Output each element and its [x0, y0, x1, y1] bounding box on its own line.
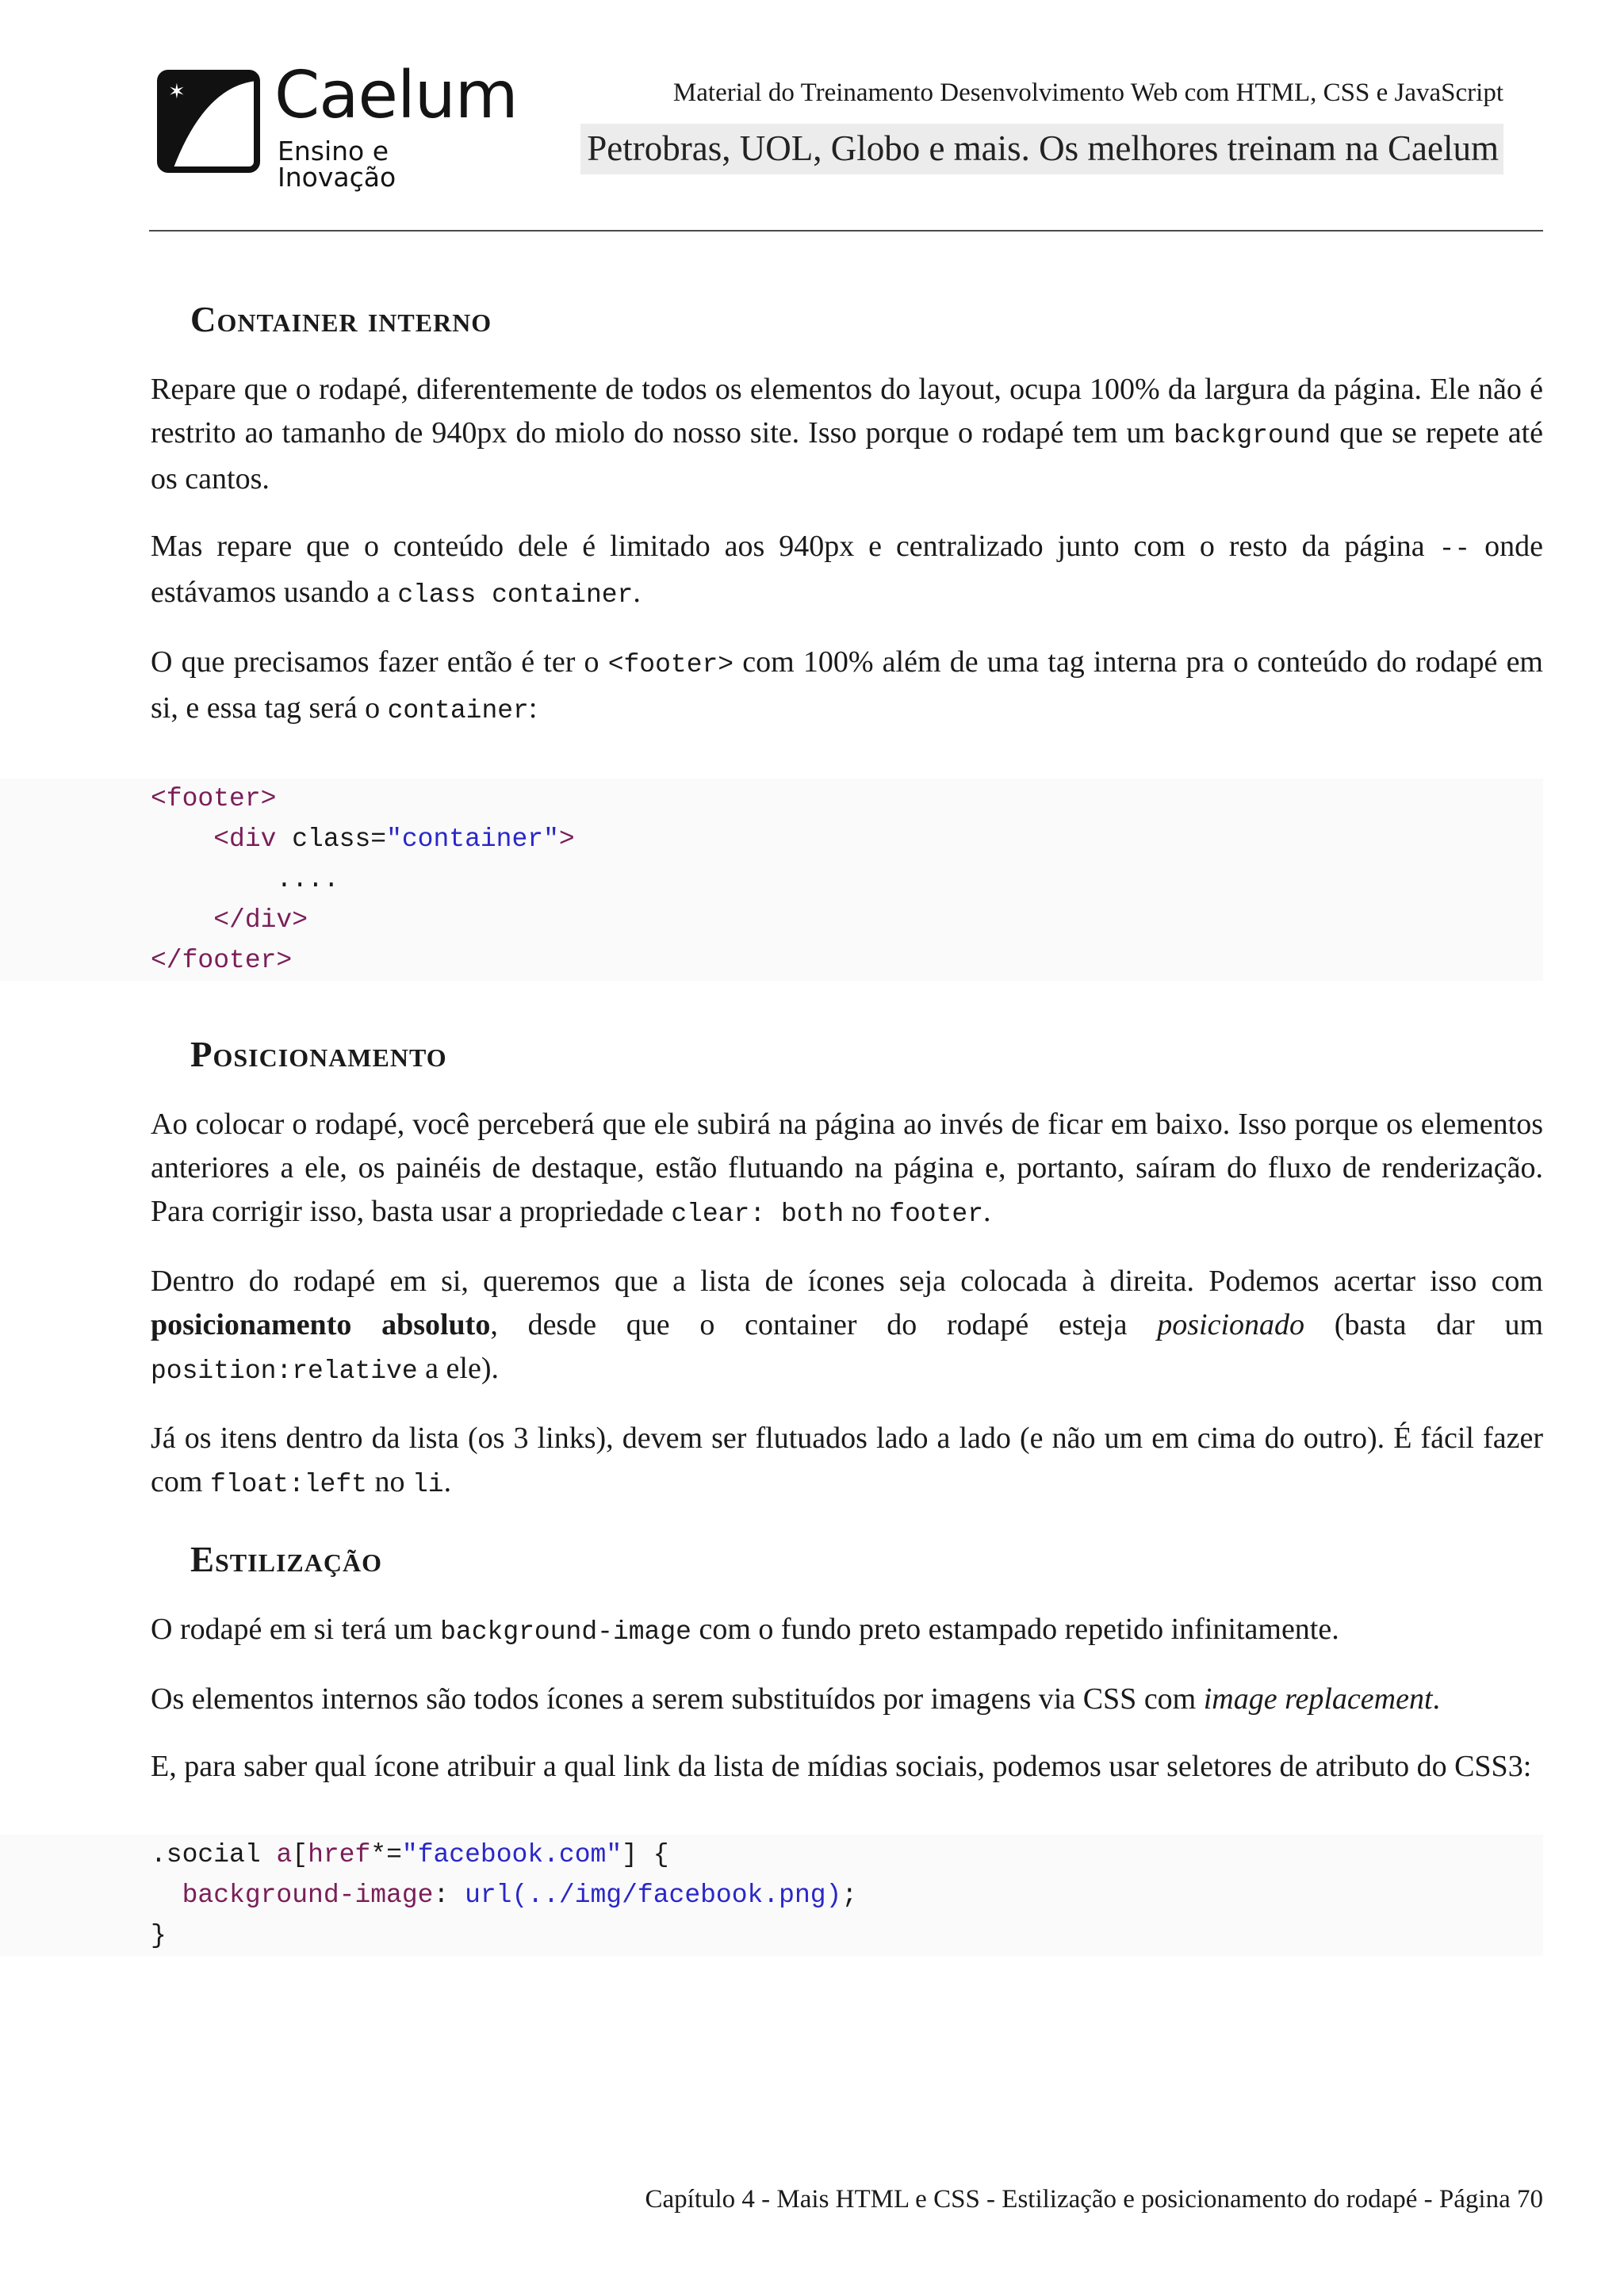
section-title-posicionamento: Posicionamento	[190, 1035, 447, 1074]
course-title: Material do Treinamento Desenvolvimento Web com HTML, CSS e JavaScript	[672, 78, 1503, 107]
paragraph: Mas repare que o conteúdo dele é limitado aos 940px e centralizado junto com o resto da página -- onde estávamos usando a class container.	[151, 530, 1543, 610]
logo-tagline: Ensino e Inovação	[278, 136, 396, 193]
paragraph: Ao colocar o rodapé, você perceberá que ele subirá na página ao invés de ficar em baixo. Isso porque os elementos anteriores a ele, os painéis de destaque, estão flutuando na página e, portanto, saíram do fluxo de renderização. Para corrigir isso, basta usar a propriedade clear: both no footer.	[151, 1108, 1543, 1229]
paragraph: Os elementos internos são todos ícones a serem substituídos por imagens via CSS com image replacement.	[151, 1682, 1441, 1716]
caelum-logo-icon	[157, 70, 260, 173]
logo-name: Caelum	[274, 58, 518, 133]
paragraph: Repare que o rodapé, diferentemente de todos os elementos do layout, ocupa 100% da largura da página. Ele não é restrito ao tamanho de 940px do miolo do nosso site. Isso porque o rodapé tem um background que se repete até os cantos.	[151, 373, 1543, 496]
header-divider	[149, 230, 1543, 232]
caelum-logo	[157, 58, 518, 193]
paragraph: O rodapé em si terá um background-image com o fundo preto estampado repetido infinitamente.	[151, 1613, 1339, 1647]
section-title-estilizacao: Estilização	[190, 1540, 382, 1579]
code-block-footer-html: <footer> <div class="container"> .... </div> </footer>	[0, 779, 1543, 981]
paragraph: Dentro do rodapé em si, queremos que a lista de ícones seja colocada à direita. Podemos acertar isso com posicionamento absoluto, desde que o container do rodapé esteja posicionado (basta dar um position:relative a ele).	[151, 1265, 1543, 1386]
paragraph: O que precisamos fazer então é ter o <footer> com 100% além de uma tag interna pra o conteúdo do rodapé em si, e essa tag será o container:	[151, 645, 1543, 725]
header-banner: Petrobras, UOL, Globo e mais. Os melhores treinam na Caelum	[580, 124, 1503, 174]
page-footer: Capítulo 4 - Mais HTML e CSS - Estilização e posicionamento do rodapé - Página 70	[645, 2185, 1543, 2214]
section-title-container: Container interno	[190, 300, 492, 339]
paragraph: E, para saber qual ícone atribuir a qual link da lista de mídias sociais, podemos usar seletores de atributo do CSS3:	[151, 1750, 1532, 1783]
paragraph: Já os itens dentro da lista (os 3 links), devem ser flutuados lado a lado (e não um em cima do outro). É fácil fazer com float:left no li.	[151, 1422, 1543, 1499]
code-block-css-selector: .social a[href*="facebook.com"] { background-image: url(../img/facebook.png); }	[0, 1835, 1543, 1956]
main-content	[151, 285, 1543, 2008]
svg-text:✶: ✶	[168, 80, 186, 104]
